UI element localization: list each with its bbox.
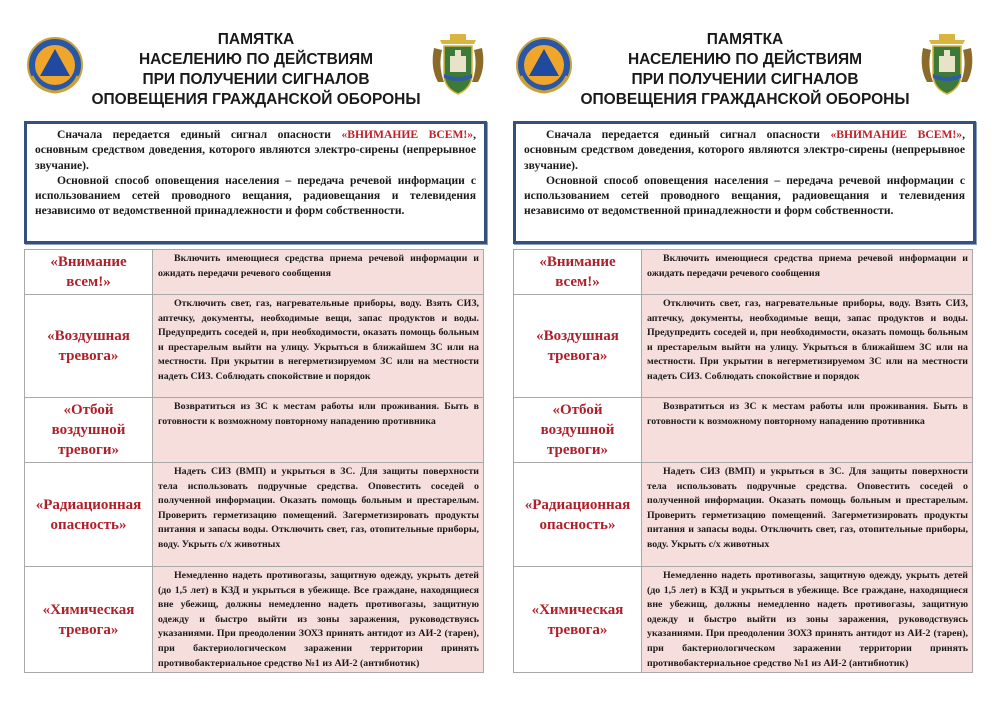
memo-panel-left bbox=[22, 0, 490, 707]
signal-action: Немедленно надеть противогазы, защитную одежду, укрыть детей (до 1,5 лет) в КЗД и укрыться в убежище. Все граждане, находящиеся вне убежищ, должны немедленно надеть противогазы, защитную одежду и быстро выйти из зоны заражения, руководствуясь указаниями. При преодолении ЗОХЗ принять антидот из АИ-2 (тарен), при бактериологическом заражении территории принять противобактериальное средство №1 из АИ-2 (антибиотик) bbox=[158, 570, 479, 669]
title-line: ПАМЯТКА bbox=[706, 31, 784, 48]
signal-name: «Отбой воздушной тревоги» bbox=[540, 402, 615, 458]
signal-action: Включить имеющиеся средства приема речевой информации и ожидать передачи речевого сообщения bbox=[158, 253, 479, 279]
signal-action: Надеть СИЗ (ВМП) и укрыться в ЗС. Для защиты поверхности тела использовать подручные средства. Оповестить соседей о полученной информации. Оказать помощь больным и престарелым. Проверить герметизацию помещений. Загерметизировать продукты питания и запасы воды. Отключить свет, газ, отопительные приборы, воду. Укрыть с/х животных bbox=[158, 466, 479, 550]
signal-name: «Воздушная тревога» bbox=[47, 328, 130, 364]
title-line: ПАМЯТКА bbox=[217, 31, 295, 48]
table-row bbox=[514, 567, 973, 673]
signals-table bbox=[513, 249, 973, 673]
signal-action: Возвратиться из ЗС к местам работы или проживания. Быть в готовности к возможному повторному нападению противника bbox=[647, 401, 968, 427]
title-line: ПРИ ПОЛУЧЕНИИ СИГНАЛОВ bbox=[631, 71, 859, 88]
intro-box bbox=[24, 121, 487, 244]
table-row bbox=[25, 463, 484, 567]
signal-name: «Радиационная опасность» bbox=[35, 496, 142, 533]
table-row bbox=[514, 463, 973, 567]
title-line: ОПОВЕЩЕНИЯ ГРАЖДАНСКОЙ ОБОРОНЫ bbox=[91, 91, 421, 108]
attention-all-highlight: «ВНИМАНИЕ ВСЕМ!» bbox=[341, 128, 474, 141]
signal-name: «Химическая тревога» bbox=[42, 601, 135, 638]
table-row bbox=[25, 250, 484, 295]
signal-action: Возвратиться из ЗС к местам работы или проживания. Быть в готовности к возможному повторному нападению противника bbox=[158, 401, 479, 427]
memo-header bbox=[511, 30, 979, 114]
table-row bbox=[514, 295, 973, 398]
signal-action: Немедленно надеть противогазы, защитную одежду, укрыть детей (до 1,5 лет) в КЗД и укрыться в убежище. Все граждане, находящиеся вне убежищ, должны немедленно надеть противогазы, защитную одежду и быстро выйти из зоны заражения, руководствуясь указаниями. При преодолении ЗОХЗ принять антидот из АИ-2 (тарен), при бактериологическом заражении территории принять противобактериальное средство №1 из АИ-2 (антибиотик) bbox=[647, 570, 968, 669]
table-row bbox=[25, 295, 484, 398]
signal-name: «Воздушная тревога» bbox=[536, 328, 619, 364]
signal-name: «Внимание всем!» bbox=[50, 254, 127, 290]
table-row bbox=[514, 398, 973, 463]
signal-action: Отключить свет, газ, нагревательные приборы, воду. Взять СИЗ, аптечку, документы, необходимые вещи, запас продуктов и воды. Предупредить соседей и, при необходимости, оказать помощь больным и престарелым выйти на улицу. Укрыться в ближайшем ЗС или на местности. При укрытии в негерметизируемом ЗС или на местности надеть СИЗ. Соблюдать спокойствие и порядок bbox=[647, 298, 968, 382]
signals-table bbox=[24, 249, 484, 673]
signal-action: Надеть СИЗ (ВМП) и укрыться в ЗС. Для защиты поверхности тела использовать подручные средства. Оповестить соседей о полученной информации. Оказать помощь больным и престарелым. Проверить герметизацию помещений. Загерметизировать продукты питания и запасы воды. Отключить свет, газ, отопительные приборы, воду. Укрыть с/х животных bbox=[647, 466, 968, 550]
table-row bbox=[514, 250, 973, 295]
signal-name: «Радиационная опасность» bbox=[524, 496, 631, 533]
title-line: НАСЕЛЕНИЮ ПО ДЕЙСТВИЯМ bbox=[138, 51, 374, 68]
title-line: НАСЕЛЕНИЮ ПО ДЕЙСТВИЯМ bbox=[627, 51, 863, 68]
signal-name: «Отбой воздушной тревоги» bbox=[51, 402, 126, 458]
memo-title bbox=[511, 30, 979, 110]
memo-title bbox=[22, 30, 490, 110]
memo-panel-right bbox=[511, 0, 979, 707]
signal-action: Включить имеющиеся средства приема речевой информации и ожидать передачи речевого сообщения bbox=[647, 253, 968, 279]
table-row bbox=[25, 567, 484, 673]
title-line: ПРИ ПОЛУЧЕНИИ СИГНАЛОВ bbox=[142, 71, 370, 88]
attention-all-highlight: «ВНИМАНИЕ ВСЕМ!» bbox=[830, 128, 963, 141]
coat-of-arms-icon bbox=[919, 34, 975, 98]
intro-paragraph: Основной способ оповещения населения – передача речевой информации с использованием сетей проводного вещания, радиовещания и телевидения независимо от ведомственной принадлежности и форм собственности. bbox=[35, 173, 476, 218]
table-row bbox=[25, 398, 484, 463]
intro-paragraph: Сначала передается единый сигнал опасности «ВНИМАНИЕ ВСЕМ!», основным средством доведения, которого являются электро-сирены (непрерывное звучание). bbox=[524, 128, 965, 172]
signal-name: «Химическая тревога» bbox=[531, 601, 624, 638]
signal-action: Отключить свет, газ, нагревательные приборы, воду. Взять СИЗ, аптечку, документы, необходимые вещи, запас продуктов и воды. Предупредить соседей и, при необходимости, оказать помощь больным и престарелым выйти на улицу. Укрыться в ближайшем ЗС или на местности. При укрытии в негерметизируемом ЗС или на местности надеть СИЗ. Соблюдать спокойствие и порядок bbox=[158, 298, 479, 382]
title-line: ОПОВЕЩЕНИЯ ГРАЖДАНСКОЙ ОБОРОНЫ bbox=[580, 91, 910, 108]
coat-of-arms-icon bbox=[430, 34, 486, 98]
signal-name: «Внимание всем!» bbox=[539, 254, 616, 290]
intro-paragraph: Сначала передается единый сигнал опасности «ВНИМАНИЕ ВСЕМ!», основным средством доведения, которого являются электро-сирены (непрерывное звучание). bbox=[35, 128, 476, 172]
intro-paragraph: Основной способ оповещения населения – передача речевой информации с использованием сетей проводного вещания, радиовещания и телевидения независимо от ведомственной принадлежности и форм собственности. bbox=[524, 173, 965, 218]
memo-header bbox=[22, 30, 490, 114]
intro-box bbox=[513, 121, 976, 244]
